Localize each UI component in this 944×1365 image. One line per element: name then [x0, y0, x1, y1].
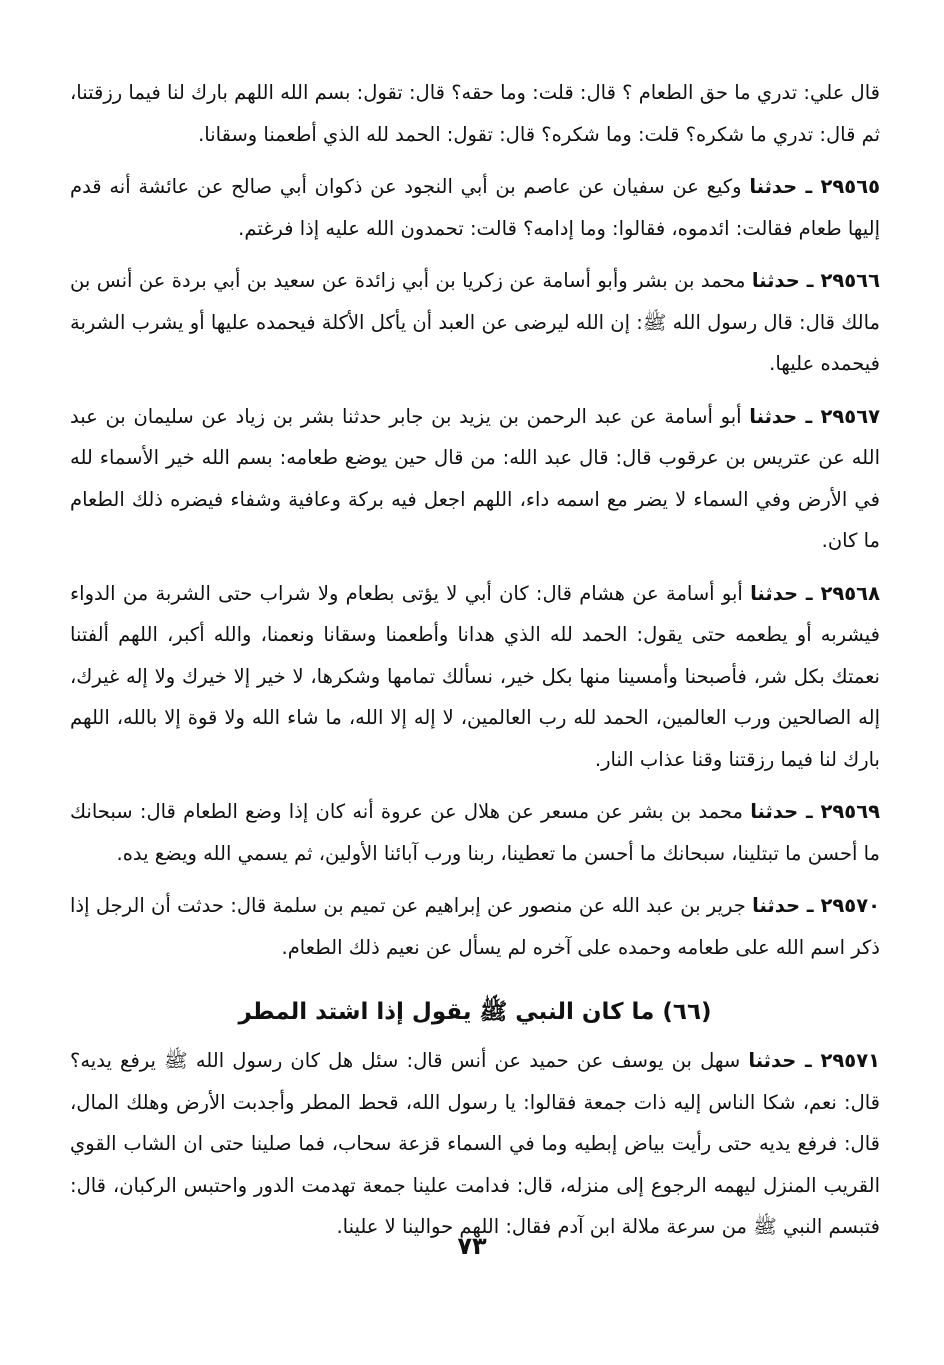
paragraph-text: سهل بن يوسف عن حميد عن أنس قال: سئل هل كان رسول الله ﷺ يرفع يديه؟ قال: نعم، شكا الناس إليه ذات جمعة فقالوا: يا رسول الله، قحط المطر وأجدبت الأرض وهلك المال، قال: فرفع يديه حتى رأيت بياض إبطيه وما في السماء قزعة سحاب، فما صلينا حتى ان الشاب القوي القريب المنزل ليهمه الرجوع إلى منزله، قال: فدامت علينا جمعة تهدمت الدور واحتبس الركبان، قال: فتبسم النبي ﷺ من سرعة ملالة ابن آدم فقال: اللهم حوالينا لا علينا. [70, 1049, 880, 1238]
paragraph-text: محمد بن بشر عن مسعر عن هلال عن عروة أنه كان إذا وضع الطعام قال: سبحانك ما أحسن ما تبتلينا، سبحانك ما أحسن ما تعطينا، ربنا ورب آبائنا الأولين، ثم يسمي الله ويضع يده. [70, 800, 880, 865]
hadith-lead: حدثنا [750, 581, 799, 605]
hadith-number: ٢٩٥٦٧ [820, 404, 880, 428]
paragraph-6: ٢٩٥٧٠ ـ حدثنا جرير بن عبد الله عن منصور عن إبراهيم عن تميم بن سلمة قال: حدثت أن الرجل إذا ذكر اسم الله على طعامه وحمده على آخره لم يسأل عن نعيم ذلك الطعام. [70, 894, 881, 959]
hadith-number: ٢٩٥٦٩ [820, 800, 881, 823]
paragraph-1: ٢٩٥٦٥ ـ حدثنا وكيع عن سفيان عن عاصم بن أبي النجود عن ذكوان أبي صالح عن عائشة أنه قدم إليها طعام فقالت: ائدموه، فقالوا: وما إدامه؟ قالت: تحمدون الله عليه إذا فرغتم. [70, 175, 881, 240]
paragraph-text: أبو أسامة عن هشام قال: كان أبي لا يؤتى بطعام ولا شراب حتى الشربة من الدواء فيشربه أو يطعمه حتى يقول: الحمد لله الذي هدانا وأطعمنا وسقانا ونعمنا، والله أكبر، اللهم ألفتنا نعمتك بكل شر، فأصبحنا وأمسينا منها بكل خير، نسألك تمامها وشكرها، لا خير إلا خيرك ولا إله غيرك، إله الصالحين ورب العالمين، الحمد لله رب العالمين، لا إله إلا الله، ما شاء الله ولا قوة إلا بالله، اللهم بارك لنا فيما رزقتنا وقنا عذاب النار. [70, 581, 880, 771]
hadith-number: ٢٩٥٦٨ [820, 581, 880, 605]
hadith-lead: حدثنا [749, 404, 798, 428]
paragraph-text: وكيع عن سفيان عن عاصم بن أبي النجود عن ذكوان أبي صالح عن عائشة أنه قدم إليها طعام فقالت: ائدموه، فقالوا: وما إدامه؟ قالت: تحمدون الله عليه إذا فرغتم. [70, 175, 880, 240]
page-number: ٧٣ [457, 1232, 487, 1260]
paragraph-4: ٢٩٥٦٨ ـ حدثنا أبو أسامة عن هشام قال: كان أبي لا يؤتى بطعام ولا شراب حتى الشربة من الدواء فيشربه أو يطعمه حتى يقول: الحمد لله الذي هدانا وأطعمنا وسقانا ونعمنا، والله أكبر، اللهم ألفتنا نعمتك بكل شر، فأصبحنا وأمسينا منها بكل خير، نسألك تمامها وشكرها، لا خير إلا خيرك ولا إله غيرك، إله الصالحين ورب العالمين، الحمد لله رب العالمين، لا إله إلا الله، ما شاء الله ولا قوة إلا بالله، اللهم بارك لنا فيما رزقتنا وقنا عذاب النار. [70, 581, 880, 771]
paragraph-2: ٢٩٥٦٦ ـ حدثنا محمد بن بشر وأبو أسامة عن زكريا بن أبي زائدة عن سعيد بن أبي بردة عن أنس بن مالك قال: قال رسول الله ﷺ: إن الله ليرضى عن العبد أن يأكل الأكلة فيحمده عليها أو يشرب الشربة فيحمده عليها. [70, 269, 880, 375]
hadith-number: ٢٩٥٧١ [820, 1049, 880, 1072]
hadith-number: ٢٩٥٧٠ [820, 894, 881, 917]
paragraph-text: قال علي: تدري ما حق الطعام ؟ قال: قلت: وما حقه؟ قال: تقول: بسم الله اللهم بارك لنا فيما رزقتنا، ثم قال: تدري ما شكره؟ قلت: وما شكره؟ قال: تقول: الحمد لله الذي أطعمنا وسقانا. [70, 81, 880, 146]
hadith-lead: حدثنا [751, 269, 800, 292]
paragraph-5: ٢٩٥٦٩ ـ حدثنا محمد بن بشر عن مسعر عن هلال عن عروة أنه كان إذا وضع الطعام قال: سبحانك ما أحسن ما تبتلينا، سبحانك ما أحسن ما تعطينا، ربنا ورب آبائنا الأولين، ثم يسمي الله ويضع يده. [70, 800, 881, 865]
paragraph-text: جرير بن عبد الله عن منصور عن إبراهيم عن تميم بن سلمة قال: حدثت أن الرجل إذا ذكر اسم الله على طعامه وحمده على آخره لم يسأل عن نعيم ذلك الطعام. [70, 894, 880, 959]
hadith-number: ٢٩٥٦٦ [820, 269, 880, 292]
hadith-lead: حدثنا [748, 1049, 797, 1072]
paragraph-text: محمد بن بشر وأبو أسامة عن زكريا بن أبي زائدة عن سعيد بن أبي بردة عن أنس بن مالك قال: قال رسول الله ﷺ: إن الله ليرضى عن العبد أن يأكل الأكلة فيحمده عليها أو يشرب الشربة فيحمده عليها. [70, 269, 880, 375]
hadith-lead: حدثنا [752, 894, 801, 917]
paragraph-7: ٢٩٥٧١ ـ حدثنا سهل بن يوسف عن حميد عن أنس قال: سئل هل كان رسول الله ﷺ يرفع يديه؟ قال: نعم، شكا الناس إليه ذات جمعة فقالوا: يا رسول الله، قحط المطر وأجدبت الأرض وهلك المال، قال: فرفع يديه حتى رأيت بياض إبطيه وما في السماء قزعة سحاب، فما صلينا حتى ان الشاب القوي القريب المنزل ليهمه الرجوع إلى منزله، قال: فدامت علينا جمعة تهدمت الدور واحتبس الركبان، قال: فتبسم النبي ﷺ من سرعة ملالة ابن آدم فقال: اللهم حوالينا لا علينا. [70, 1049, 880, 1238]
hadith-number: ٢٩٥٦٥ [820, 175, 881, 198]
paragraph-text: أبو أسامة عن عبد الرحمن بن يزيد بن جابر حدثنا بشر بن زياد عن سليمان بن عبد الله عن عتريس بن عرقوب قال: قال عبد الله: من قال حين يوضع طعامه: بسم الله خير الأسماء لله في الأرض وفي السماء لا يضر مع اسمه داء، اللهم اجعل فيه بركة وعافية وشفاء فيضره ذلك الطعام ما كان. [70, 404, 880, 552]
hadith-lead: حدثنا [750, 800, 799, 823]
paragraph-0 [70, 72, 880, 155]
paragraph-3: ٢٩٥٦٧ ـ حدثنا أبو أسامة عن عبد الرحمن بن يزيد بن جابر حدثنا بشر بن زياد عن سليمان بن عبد الله عن عتريس بن عرقوب قال: قال عبد الله: من قال حين يوضع طعامه: بسم الله خير الأسماء لله في الأرض وفي السماء لا يضر مع اسمه داء، اللهم اجعل فيه بركة وعافية وشفاء فيضره ذلك الطعام ما كان. [70, 404, 880, 552]
page-body [70, 72, 880, 1259]
hadith-lead: حدثنا [749, 175, 798, 198]
section-heading: (٦٦) ما كان النبي ﷺ يقول إذا اشتد المطر [238, 999, 712, 1025]
